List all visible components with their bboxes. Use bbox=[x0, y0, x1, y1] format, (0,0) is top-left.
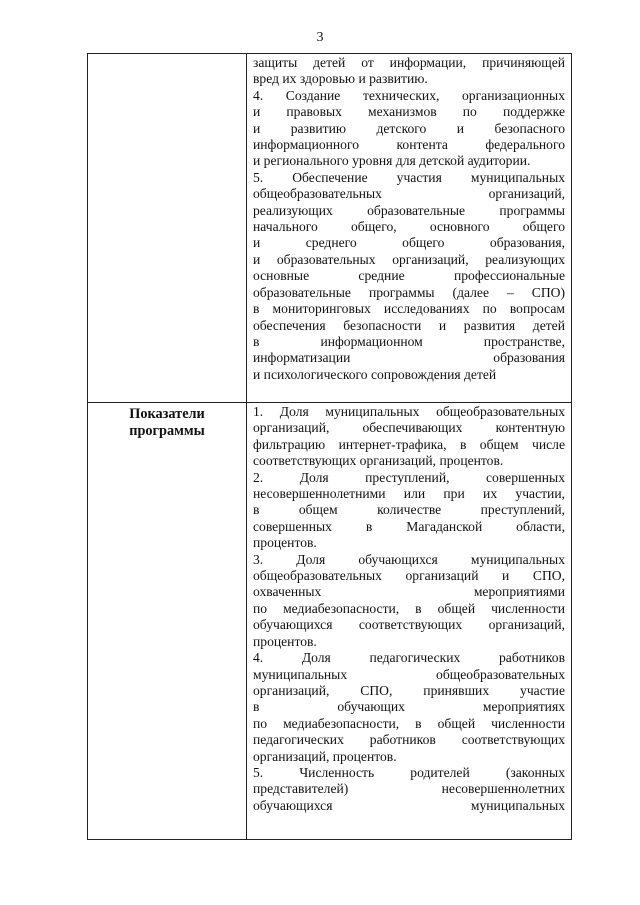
text-line: и развитию детского и безопасного bbox=[253, 120, 565, 136]
text-line: фильтрацию интернет-трафика, в общем числе bbox=[253, 436, 565, 452]
text-line: начального общего, основного общего bbox=[253, 219, 565, 235]
text-line: и регионального уровня для детской аудитории. bbox=[253, 153, 531, 169]
page-number: 3 bbox=[316, 30, 324, 45]
text-line: основные средние профессиональные bbox=[253, 268, 565, 284]
text-line: 5. Обеспечение участия муниципальных bbox=[253, 169, 565, 185]
text-line: 4. Создание технических, организационных bbox=[253, 87, 565, 103]
text-line: совершенных в Магаданской области, bbox=[253, 518, 565, 534]
empty-label-cell bbox=[88, 54, 247, 403]
text-line: вред их здоровью и развитию. bbox=[253, 71, 428, 87]
text-line: организаций, процентов. bbox=[253, 748, 397, 764]
text-line: 3. Доля обучающихся муниципальных bbox=[253, 551, 565, 567]
text-line: и образовательных организаций, реализующих bbox=[253, 251, 565, 267]
text-line: 5. Численность родителей (законных bbox=[253, 764, 565, 780]
text-line: по медиабезопасности, в общей численности bbox=[253, 715, 565, 731]
text-line: в мониторинговых исследованиях по вопросам bbox=[253, 301, 565, 317]
text-line: в обучающих мероприятиях bbox=[253, 699, 565, 715]
text-line: 1. Доля муниципальных общеобразовательных bbox=[253, 404, 565, 419]
indicators-cell bbox=[247, 403, 572, 840]
section-label-cell bbox=[88, 403, 247, 840]
text-line: муниципальных общеобразовательных bbox=[253, 666, 565, 682]
text-line: защиты детей от информации, причиняющей bbox=[253, 55, 565, 70]
text-line: общеобразовательных организаций, bbox=[253, 186, 565, 202]
text-line: обеспечения безопасности и развития детей bbox=[253, 317, 565, 333]
text-line: информатизации образования bbox=[253, 350, 565, 366]
text-line: образовательные программы (далее – СПО) bbox=[253, 284, 565, 300]
section-label-line: Показатели bbox=[129, 406, 205, 422]
text-line: организаций, обеспечивающих контентную bbox=[253, 420, 565, 436]
text-line: процентов. bbox=[253, 535, 317, 551]
text-line: представителей) несовершеннолетних bbox=[253, 781, 565, 797]
text-line: общеобразовательных организаций и СПО, bbox=[253, 568, 565, 584]
text-line: по медиабезопасности, в общей численности bbox=[253, 600, 565, 616]
text-line: охваченных мероприятиями bbox=[253, 584, 565, 600]
text-line: соответствующих организаций, процентов. bbox=[253, 453, 504, 469]
text-line: 2. Доля преступлений, совершенных bbox=[253, 469, 565, 485]
program-passport-table bbox=[87, 53, 572, 840]
text-line: реализующих образовательные программы bbox=[253, 202, 565, 218]
text-line: 4. Доля педагогических работников bbox=[253, 650, 565, 666]
table-row-tasks bbox=[88, 54, 572, 403]
text-line: и правовых механизмов по поддержке bbox=[253, 104, 565, 120]
section-label-line: программы bbox=[129, 423, 205, 439]
text-line: и среднего общего образования, bbox=[253, 235, 565, 251]
text-line: организаций, СПО, принявших участие bbox=[253, 682, 565, 698]
text-line: и психологического сопровождения детей bbox=[253, 366, 497, 382]
text-line: в информационном пространстве, bbox=[253, 333, 565, 349]
text-line: педагогических работников соответствующих bbox=[253, 732, 565, 748]
text-line: обучающихся соответствующих организаций, bbox=[253, 617, 565, 633]
tasks-cell bbox=[247, 54, 572, 403]
text-line: информационного контента федерального bbox=[253, 137, 565, 153]
text-line: несовершеннолетними или при их участии, bbox=[253, 486, 565, 502]
table-row-indicators bbox=[88, 403, 572, 840]
text-line: обучающихся муниципальных bbox=[253, 797, 565, 813]
text-line: процентов. bbox=[253, 633, 317, 649]
text-line: в общем количестве преступлений, bbox=[253, 502, 565, 518]
